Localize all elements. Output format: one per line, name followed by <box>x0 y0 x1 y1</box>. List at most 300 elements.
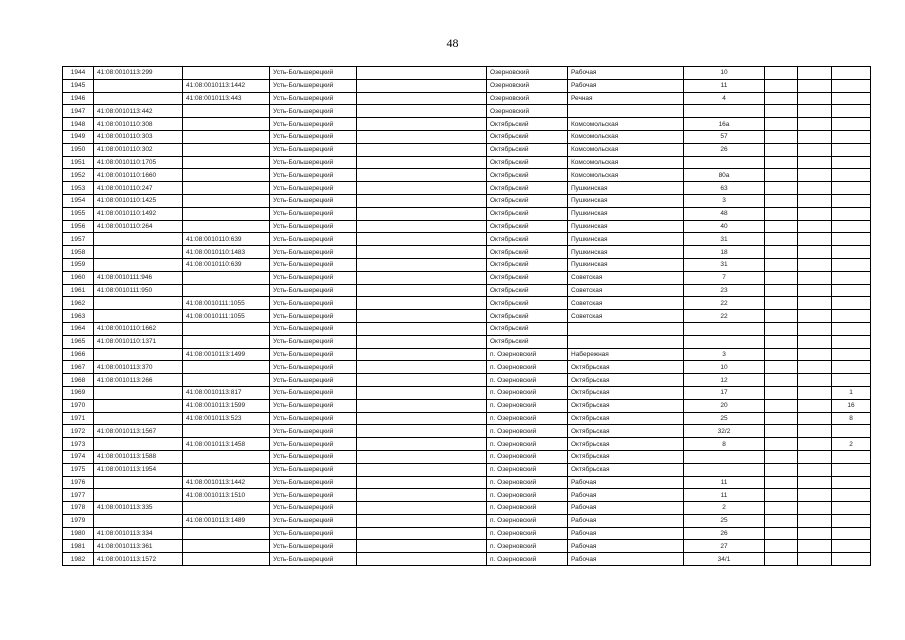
cadastral-number-cell <box>94 92 183 105</box>
table-row <box>63 335 871 348</box>
street-cell: Октябрьская <box>568 463 684 476</box>
table-row <box>63 194 871 207</box>
cadastral-number-alt-cell: 41:08:0010113:523 <box>183 412 270 425</box>
building-cell <box>765 79 798 92</box>
building-cell <box>765 258 798 271</box>
cadastral-number-cell <box>94 297 183 310</box>
house-number-cell: 63 <box>684 182 765 195</box>
settlement-type-cell <box>357 361 487 374</box>
table-row <box>63 553 871 566</box>
house-number-cell: 3 <box>684 194 765 207</box>
row-number-cell: 1946 <box>63 92 94 105</box>
house-number-cell: 48 <box>684 207 765 220</box>
settlement-cell: п. Озерновский <box>487 425 568 438</box>
row-number-cell: 1944 <box>63 67 94 80</box>
apartment-cell <box>832 284 871 297</box>
cadastral-number-cell: 41:08:0010113:442 <box>94 105 183 118</box>
cadastral-number-cell: 41:08:0010113:1954 <box>94 463 183 476</box>
street-cell: Пушкинская <box>568 258 684 271</box>
settlement-type-cell <box>357 335 487 348</box>
structure-cell <box>798 514 832 527</box>
settlement-cell: Озерновский <box>487 67 568 80</box>
settlement-cell: Октябрьский <box>487 310 568 323</box>
street-cell: Рабочая <box>568 540 684 553</box>
settlement-cell: Октябрьский <box>487 143 568 156</box>
cadastral-number-cell: 41:08:0010110:1371 <box>94 335 183 348</box>
district-cell: Усть-Большерецкий <box>270 271 357 284</box>
apartment-cell <box>832 361 871 374</box>
settlement-cell: Октябрьский <box>487 118 568 131</box>
building-cell <box>765 233 798 246</box>
district-cell: Усть-Большерецкий <box>270 182 357 195</box>
street-cell: Рабочая <box>568 489 684 502</box>
street-cell: Октябрьская <box>568 399 684 412</box>
table-row <box>63 412 871 425</box>
apartment-cell <box>832 476 871 489</box>
district-cell: Усть-Большерецкий <box>270 502 357 515</box>
cadastral-number-cell: 41:08:0010110:1492 <box>94 207 183 220</box>
street-cell: Советская <box>568 271 684 284</box>
page-number: 48 <box>446 36 459 50</box>
street-cell: Пушкинская <box>568 207 684 220</box>
street-cell: Пушкинская <box>568 233 684 246</box>
cadastral-number-cell: 41:08:0010110:1425 <box>94 194 183 207</box>
structure-cell <box>798 79 832 92</box>
district-cell: Усть-Большерецкий <box>270 463 357 476</box>
settlement-type-cell <box>357 322 487 335</box>
cadastral-number-alt-cell <box>183 271 270 284</box>
district-cell: Усть-Большерецкий <box>270 425 357 438</box>
street-cell: Рабочая <box>568 476 684 489</box>
cadastral-number-alt-cell: 41:08:0010113:1510 <box>183 489 270 502</box>
settlement-type-cell <box>357 284 487 297</box>
cadastral-number-alt-cell <box>183 156 270 169</box>
table-row <box>63 130 871 143</box>
apartment-cell <box>832 553 871 566</box>
cadastral-number-alt-cell <box>183 118 270 131</box>
table-row <box>63 207 871 220</box>
street-cell: Рабочая <box>568 527 684 540</box>
building-cell <box>765 527 798 540</box>
apartment-cell <box>832 271 871 284</box>
structure-cell <box>798 118 832 131</box>
settlement-type-cell <box>357 143 487 156</box>
apartment-cell <box>832 118 871 131</box>
district-cell: Усть-Большерецкий <box>270 527 357 540</box>
row-number-cell: 1961 <box>63 284 94 297</box>
settlement-type-cell <box>357 450 487 463</box>
street-cell <box>568 105 684 118</box>
cadastral-number-cell: 41:08:0010113:266 <box>94 374 183 387</box>
house-number-cell: 11 <box>684 489 765 502</box>
house-number-cell: 3 <box>684 348 765 361</box>
row-number-cell: 1981 <box>63 540 94 553</box>
house-number-cell: 16а <box>684 118 765 131</box>
register-body <box>63 67 871 566</box>
cadastral-number-cell <box>94 438 183 451</box>
street-cell: Набережная <box>568 348 684 361</box>
cadastral-number-alt-cell <box>183 207 270 220</box>
structure-cell <box>798 540 832 553</box>
structure-cell <box>798 169 832 182</box>
cadastral-number-cell: 41:08:0010113:1588 <box>94 450 183 463</box>
cadastral-number-alt-cell <box>183 105 270 118</box>
house-number-cell: 40 <box>684 220 765 233</box>
street-cell: Советская <box>568 310 684 323</box>
cadastral-number-alt-cell: 41:08:0010110:1483 <box>183 246 270 259</box>
settlement-cell: Октябрьский <box>487 169 568 182</box>
row-number-cell: 1963 <box>63 310 94 323</box>
row-number-cell: 1964 <box>63 322 94 335</box>
building-cell <box>765 489 798 502</box>
street-cell: Комсомольская <box>568 156 684 169</box>
settlement-type-cell <box>357 374 487 387</box>
settlement-type-cell <box>357 399 487 412</box>
district-cell: Усть-Большерецкий <box>270 553 357 566</box>
apartment-cell <box>832 322 871 335</box>
building-cell <box>765 386 798 399</box>
building-cell <box>765 540 798 553</box>
district-cell: Усть-Большерецкий <box>270 284 357 297</box>
building-cell <box>765 514 798 527</box>
apartment-cell <box>832 450 871 463</box>
row-number-cell: 1949 <box>63 130 94 143</box>
building-cell <box>765 502 798 515</box>
cadastral-number-alt-cell: 41:08:0010110:639 <box>183 233 270 246</box>
district-cell: Усть-Большерецкий <box>270 156 357 169</box>
settlement-cell: Октябрьский <box>487 246 568 259</box>
settlement-cell: Озерновский <box>487 92 568 105</box>
building-cell <box>765 207 798 220</box>
cadastral-number-alt-cell <box>183 553 270 566</box>
table-row <box>63 79 871 92</box>
district-cell: Усть-Большерецкий <box>270 540 357 553</box>
row-number-cell: 1976 <box>63 476 94 489</box>
apartment-cell: 2 <box>832 438 871 451</box>
structure-cell <box>798 386 832 399</box>
house-number-cell: 57 <box>684 130 765 143</box>
cadastral-number-cell <box>94 246 183 259</box>
building-cell <box>765 194 798 207</box>
house-number-cell: 23 <box>684 284 765 297</box>
settlement-type-cell <box>357 207 487 220</box>
table-row <box>63 502 871 515</box>
building-cell <box>765 297 798 310</box>
row-number-cell: 1950 <box>63 143 94 156</box>
settlement-type-cell <box>357 156 487 169</box>
apartment-cell <box>832 502 871 515</box>
settlement-cell: Октябрьский <box>487 284 568 297</box>
apartment-cell <box>832 258 871 271</box>
cadastral-number-cell: 41:08:0010110:308 <box>94 118 183 131</box>
structure-cell <box>798 105 832 118</box>
structure-cell <box>798 476 832 489</box>
house-number-cell <box>684 335 765 348</box>
cadastral-number-cell: 41:08:0010113:361 <box>94 540 183 553</box>
district-cell: Усть-Большерецкий <box>270 207 357 220</box>
street-cell: Октябрьская <box>568 386 684 399</box>
building-cell <box>765 348 798 361</box>
structure-cell <box>798 335 832 348</box>
apartment-cell <box>832 169 871 182</box>
house-number-cell: 10 <box>684 361 765 374</box>
house-number-cell: 32/2 <box>684 425 765 438</box>
street-cell: Речная <box>568 92 684 105</box>
settlement-type-cell <box>357 412 487 425</box>
cadastral-number-alt-cell <box>183 502 270 515</box>
table-row <box>63 476 871 489</box>
settlement-type-cell <box>357 463 487 476</box>
cadastral-number-cell <box>94 476 183 489</box>
settlement-type-cell <box>357 514 487 527</box>
district-cell: Усть-Большерецкий <box>270 348 357 361</box>
cadastral-number-alt-cell <box>183 220 270 233</box>
settlement-type-cell <box>357 194 487 207</box>
district-cell: Усть-Большерецкий <box>270 105 357 118</box>
apartment-cell <box>832 246 871 259</box>
settlement-type-cell <box>357 438 487 451</box>
house-number-cell <box>684 450 765 463</box>
settlement-type-cell <box>357 220 487 233</box>
structure-cell <box>798 399 832 412</box>
building-cell <box>765 118 798 131</box>
cadastral-number-alt-cell: 41:08:0010113:1458 <box>183 438 270 451</box>
apartment-cell <box>832 233 871 246</box>
table-row <box>63 233 871 246</box>
building-cell <box>765 374 798 387</box>
structure-cell <box>798 361 832 374</box>
cadastral-number-cell: 41:08:0010113:299 <box>94 67 183 80</box>
settlement-cell: п. Озерновский <box>487 553 568 566</box>
cadastral-number-cell <box>94 489 183 502</box>
settlement-cell: п. Озерновский <box>487 361 568 374</box>
cadastral-number-cell <box>94 348 183 361</box>
district-cell: Усть-Большерецкий <box>270 361 357 374</box>
building-cell <box>765 67 798 80</box>
settlement-cell: п. Озерновский <box>487 450 568 463</box>
house-number-cell <box>684 463 765 476</box>
table-row <box>63 514 871 527</box>
house-number-cell: 80а <box>684 169 765 182</box>
building-cell <box>765 169 798 182</box>
street-cell: Пушкинская <box>568 194 684 207</box>
cadastral-number-alt-cell <box>183 450 270 463</box>
house-number-cell: 31 <box>684 258 765 271</box>
cadastral-number-alt-cell: 41:08:0010110:639 <box>183 258 270 271</box>
street-cell: Комсомольская <box>568 169 684 182</box>
district-cell: Усть-Большерецкий <box>270 386 357 399</box>
structure-cell <box>798 310 832 323</box>
apartment-cell: 1 <box>832 386 871 399</box>
table-row <box>63 67 871 80</box>
apartment-cell <box>832 527 871 540</box>
building-cell <box>765 450 798 463</box>
settlement-type-cell <box>357 105 487 118</box>
street-cell: Октябрьская <box>568 438 684 451</box>
district-cell: Усть-Большерецкий <box>270 246 357 259</box>
structure-cell <box>798 450 832 463</box>
apartment-cell <box>832 67 871 80</box>
row-number-cell: 1956 <box>63 220 94 233</box>
district-cell: Усть-Большерецкий <box>270 412 357 425</box>
table-row <box>63 297 871 310</box>
cadastral-number-alt-cell <box>183 194 270 207</box>
structure-cell <box>798 489 832 502</box>
settlement-cell: п. Озерновский <box>487 514 568 527</box>
district-cell: Усть-Большерецкий <box>270 169 357 182</box>
table-row <box>63 310 871 323</box>
structure-cell <box>798 284 832 297</box>
district-cell: Усть-Большерецкий <box>270 118 357 131</box>
street-cell: Октябрьская <box>568 374 684 387</box>
house-number-cell <box>684 105 765 118</box>
apartment-cell <box>832 310 871 323</box>
settlement-cell: Озерновский <box>487 79 568 92</box>
settlement-cell: Октябрьский <box>487 156 568 169</box>
settlement-type-cell <box>357 246 487 259</box>
cadastral-number-cell: 41:08:0010113:1572 <box>94 553 183 566</box>
building-cell <box>765 553 798 566</box>
row-number-cell: 1971 <box>63 412 94 425</box>
house-number-cell: 25 <box>684 412 765 425</box>
settlement-cell: Октябрьский <box>487 335 568 348</box>
building-cell <box>765 246 798 259</box>
table-row <box>63 438 871 451</box>
table-row <box>63 92 871 105</box>
row-number-cell: 1947 <box>63 105 94 118</box>
district-cell: Усть-Большерецкий <box>270 233 357 246</box>
house-number-cell: 34/1 <box>684 553 765 566</box>
district-cell: Усть-Большерецкий <box>270 130 357 143</box>
apartment-cell <box>832 156 871 169</box>
house-number-cell <box>684 156 765 169</box>
settlement-cell: Октябрьский <box>487 194 568 207</box>
apartment-cell <box>832 463 871 476</box>
cadastral-number-alt-cell <box>183 143 270 156</box>
district-cell: Усть-Большерецкий <box>270 297 357 310</box>
settlement-cell: п. Озерновский <box>487 412 568 425</box>
structure-cell <box>798 438 832 451</box>
apartment-cell: 16 <box>832 399 871 412</box>
apartment-cell <box>832 374 871 387</box>
cadastral-number-alt-cell <box>183 284 270 297</box>
row-number-cell: 1955 <box>63 207 94 220</box>
cadastral-number-cell <box>94 399 183 412</box>
structure-cell <box>798 182 832 195</box>
apartment-cell <box>832 207 871 220</box>
row-number-cell: 1974 <box>63 450 94 463</box>
house-number-cell: 26 <box>684 527 765 540</box>
row-number-cell: 1969 <box>63 386 94 399</box>
table-row <box>63 169 871 182</box>
table-row <box>63 284 871 297</box>
district-cell: Усть-Большерецкий <box>270 67 357 80</box>
row-number-cell: 1957 <box>63 233 94 246</box>
house-number-cell: 2 <box>684 502 765 515</box>
cadastral-number-cell <box>94 79 183 92</box>
table-row <box>63 118 871 131</box>
district-cell: Усть-Большерецкий <box>270 322 357 335</box>
settlement-type-cell <box>357 489 487 502</box>
building-cell <box>765 361 798 374</box>
settlement-cell: п. Озерновский <box>487 527 568 540</box>
house-number-cell: 17 <box>684 386 765 399</box>
settlement-cell: Октябрьский <box>487 220 568 233</box>
apartment-cell <box>832 92 871 105</box>
settlement-type-cell <box>357 476 487 489</box>
settlement-type-cell <box>357 182 487 195</box>
house-number-cell: 26 <box>684 143 765 156</box>
structure-cell <box>798 194 832 207</box>
cadastral-number-cell <box>94 386 183 399</box>
table-row <box>63 463 871 476</box>
table-row <box>63 399 871 412</box>
structure-cell <box>798 348 832 361</box>
settlement-cell: Октябрьский <box>487 271 568 284</box>
building-cell <box>765 412 798 425</box>
district-cell: Усть-Большерецкий <box>270 489 357 502</box>
district-cell: Усть-Большерецкий <box>270 92 357 105</box>
street-cell: Рабочая <box>568 553 684 566</box>
building-cell <box>765 476 798 489</box>
structure-cell <box>798 527 832 540</box>
cadastral-number-alt-cell <box>183 322 270 335</box>
cadastral-number-cell: 41:08:0010113:334 <box>94 527 183 540</box>
table-row <box>63 258 871 271</box>
row-number-cell: 1966 <box>63 348 94 361</box>
district-cell: Усть-Большерецкий <box>270 194 357 207</box>
street-cell: Комсомольская <box>568 130 684 143</box>
structure-cell <box>798 463 832 476</box>
cadastral-number-cell: 41:08:0010111:950 <box>94 284 183 297</box>
cadastral-number-alt-cell: 41:08:0010113:1489 <box>183 514 270 527</box>
cadastral-number-cell: 41:08:0010113:1567 <box>94 425 183 438</box>
cadastral-number-cell: 41:08:0010111:946 <box>94 271 183 284</box>
structure-cell <box>798 207 832 220</box>
row-number-cell: 1968 <box>63 374 94 387</box>
house-number-cell: 22 <box>684 310 765 323</box>
settlement-type-cell <box>357 527 487 540</box>
settlement-cell: Октябрьский <box>487 130 568 143</box>
district-cell: Усть-Большерецкий <box>270 374 357 387</box>
structure-cell <box>798 374 832 387</box>
building-cell <box>765 322 798 335</box>
settlement-cell: п. Озерновский <box>487 374 568 387</box>
house-number-cell: 11 <box>684 476 765 489</box>
settlement-type-cell <box>357 258 487 271</box>
house-number-cell: 18 <box>684 246 765 259</box>
house-number-cell: 4 <box>684 92 765 105</box>
table-row <box>63 271 871 284</box>
table-row <box>63 348 871 361</box>
cadastral-number-alt-cell <box>183 361 270 374</box>
structure-cell <box>798 130 832 143</box>
street-cell: Октябрьская <box>568 412 684 425</box>
table-row <box>63 182 871 195</box>
district-cell: Усть-Большерецкий <box>270 79 357 92</box>
district-cell: Усть-Большерецкий <box>270 310 357 323</box>
district-cell: Усть-Большерецкий <box>270 450 357 463</box>
row-number-cell: 1958 <box>63 246 94 259</box>
cadastral-number-alt-cell: 41:08:0010113:443 <box>183 92 270 105</box>
building-cell <box>765 399 798 412</box>
street-cell: Пушкинская <box>568 220 684 233</box>
settlement-type-cell <box>357 169 487 182</box>
street-cell: Комсомольская <box>568 143 684 156</box>
building-cell <box>765 310 798 323</box>
row-number-cell: 1952 <box>63 169 94 182</box>
district-cell: Усть-Большерецкий <box>270 258 357 271</box>
